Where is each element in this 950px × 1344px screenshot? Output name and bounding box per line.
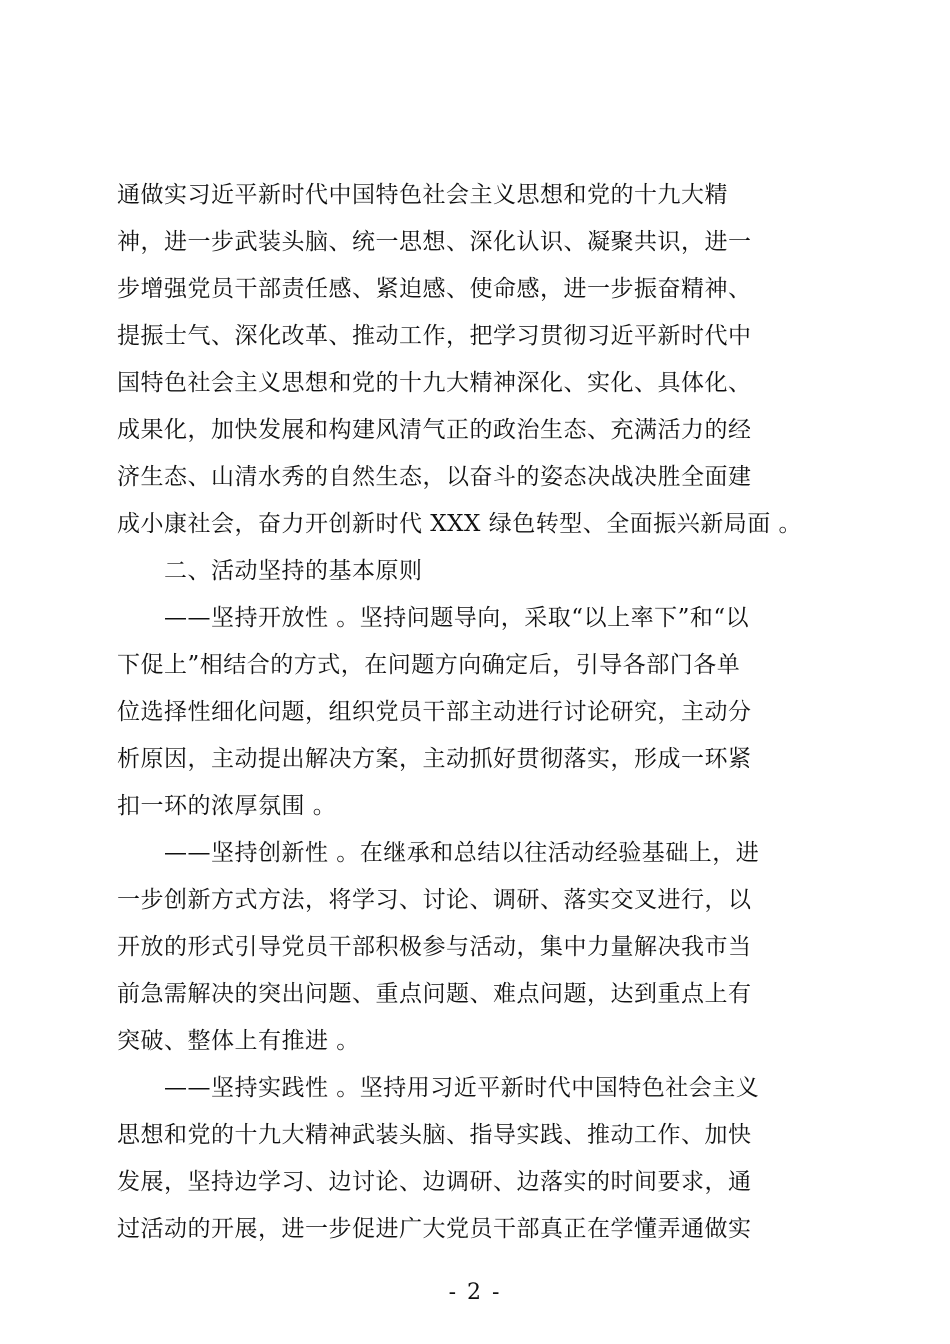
- text-line: 国特色社会主义思想和党的十九大精神深化、实化、具体化、: [117, 370, 752, 396]
- text-line: 二、活动坚持的基本原则: [164, 558, 423, 584]
- text-line: 前急需解决的突出问题、重点问题、难点问题，达到重点上有: [117, 981, 752, 1007]
- text-line: 成果化，加快发展和构建风清气正的政治生态、充满活力的经: [117, 417, 752, 443]
- text-line: 成小康社会，奋力开创新时代 XXX 绿色转型、全面振兴新局面 。: [117, 511, 803, 537]
- text-line: ——坚持实践性 。坚持用习近平新时代中国特色社会主义: [164, 1075, 760, 1101]
- text-line: 下促上”相结合的方式，在问题方向确定后，引导各部门各单: [117, 652, 741, 678]
- text-line: 济生态、山清水秀的自然生态，以奋斗的姿态决战决胜全面建: [117, 464, 752, 490]
- text-line: 思想和党的十九大精神武装头脑、指导实践、推动工作、加快: [117, 1122, 752, 1148]
- text-line: 神，进一步武装头脑、统一思想、深化认识、凝聚共识，进一: [117, 229, 752, 255]
- document-body: [117, 172, 857, 1253]
- text-line: 提振士气、深化改革、推动工作，把学习贯彻习近平新时代中: [117, 323, 752, 349]
- text-line: 通做实习近平新时代中国特色社会主义思想和党的十九大精: [117, 182, 728, 208]
- text-line: 位选择性细化问题，组织党员干部主动进行讨论研究，主动分: [117, 699, 752, 725]
- text-line: ——坚持开放性 。坚持问题导向，采取“以上率下”和“以: [164, 605, 750, 631]
- text-line: 一步创新方式方法，将学习、讨论、调研、落实交叉进行，以: [117, 887, 752, 913]
- text-line: 析原因，主动提出解决方案，主动抓好贯彻落实，形成一环紧: [117, 746, 752, 772]
- text-line: ——坚持创新性 。在继承和总结以往活动经验基础上，进: [164, 840, 760, 866]
- text-line: 过活动的开展，进一步促进广大党员干部真正在学懂弄通做实: [117, 1216, 752, 1242]
- text-line: 扣一环的浓厚氛围 。: [117, 793, 337, 819]
- page-number: - 2 -: [448, 1280, 502, 1305]
- text-line: 步增强党员干部责任感、紧迫感、使命感，进一步振奋精神、: [117, 276, 752, 302]
- text-line: 开放的形式引导党员干部积极参与活动，集中力量解决我市当: [117, 934, 752, 960]
- text-line: 突破、整体上有推进 。: [117, 1028, 360, 1054]
- text-line: 发展，坚持边学习、边讨论、边调研、边落实的时间要求，通: [117, 1169, 752, 1195]
